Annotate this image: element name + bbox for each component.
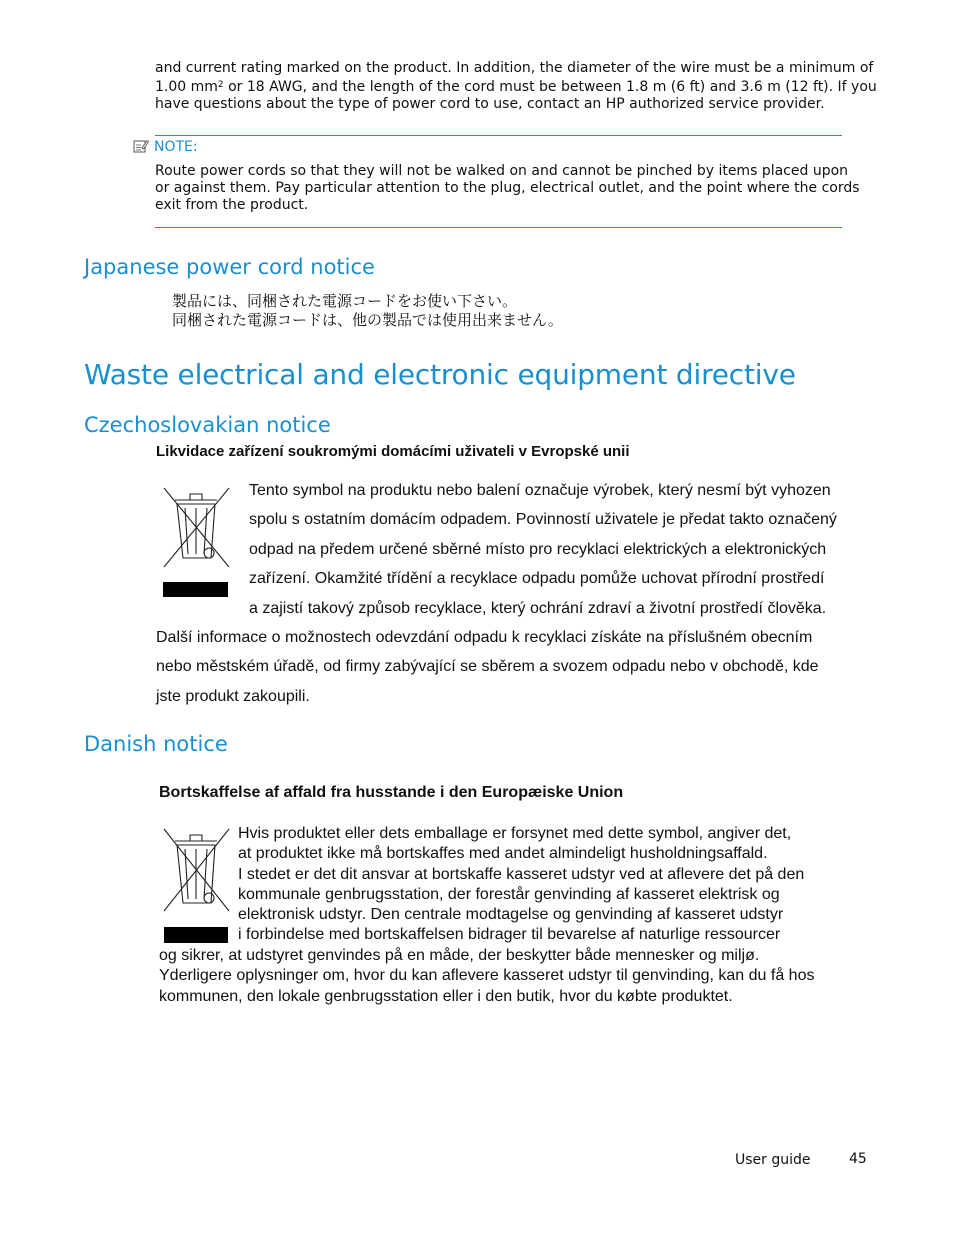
czech-line: odpad na předem určené sběrné místo pro recyklaci elektrických a elektronických	[249, 540, 827, 558]
czech-subheading: Likvidace zařízení soukromými domácími uživateli v Evropské unii	[156, 443, 630, 460]
danish-heading: Danish notice	[84, 732, 228, 756]
intro-text: 1.00 mm	[155, 79, 218, 95]
japanese-notice-text	[172, 292, 563, 330]
japanese-heading: Japanese power cord notice	[84, 255, 375, 279]
czech-line: Další informace o možnostech odevzdání odpadu k recyklaci získáte na příslušném obecním	[156, 629, 813, 646]
danish-line: I stedet er det dit ansvar at bortskaffe kasseret udstyr ved at aflevere det på den	[238, 865, 805, 883]
danish-paragraph-indented	[238, 824, 888, 946]
czech-line: a zajistí takový způsob recyklace, který ochrání zdraví a životní prostředí člověka.	[249, 599, 827, 617]
danish-line: i forbindelse med bortskaffelsen bidrager til bevarelse af naturlige ressourcer	[238, 926, 781, 944]
czech-bin-icon	[161, 484, 231, 603]
note-bottom-rule	[155, 227, 842, 228]
footer-label: User guide	[735, 1152, 811, 1168]
note-label: NOTE:	[154, 139, 198, 155]
japanese-line: 同梱された電源コードは、他の製品では使用出来ません。	[172, 311, 563, 329]
note-line: exit from the product.	[155, 197, 309, 213]
superscript: 2	[217, 80, 224, 90]
czech-paragraph-indented	[249, 476, 889, 623]
intro-line: and current rating marked on the product. In addition, the diameter of the wire must be a minimum of	[155, 60, 874, 76]
czech-line: zařízení. Okamžité třídění a recyklace odpadu pomůže uchovat přírodní prostředí	[249, 570, 825, 588]
note-line: or against them. Pay particular attention to the plug, electrical outlet, and the point where the cords	[155, 180, 860, 196]
danish-paragraph-full	[159, 946, 899, 1007]
danish-subheading: Bortskaffelse af affald fra husstande i den Europæiske Union	[159, 784, 624, 801]
czech-line: Tento symbol na produktu nebo balení označuje výrobek, který nesmí být vyhozen	[249, 482, 831, 499]
page-number: 45	[849, 1151, 867, 1167]
weee-heading: Waste electrical and electronic equipment directive	[84, 358, 796, 391]
czech-line: spolu s ostatním domácím odpadem. Povinností uživatele je předat takto označený	[249, 511, 837, 529]
note-line: Route power cords so that they will not be walked on and cannot be pinched by items placed upon	[155, 163, 849, 179]
danish-bin-icon	[161, 825, 231, 951]
intro-line	[155, 77, 877, 96]
danish-line: Hvis produktet eller dets emballage er forsynet med dette symbol, angiver det,	[238, 825, 792, 842]
note-top-rule	[155, 135, 842, 136]
czech-line: nebo městském úřadě, od firmy zabývající se sběrem a svozem odpadu nebo v obchodě, kde	[156, 658, 819, 676]
japanese-line: 製品には、同梱された電源コードをお使い下さい。	[172, 292, 518, 310]
note-body	[155, 163, 860, 214]
note-pencil-icon	[133, 139, 149, 158]
danish-line: kommunen, den lokale genbrugsstation eller i den butik, hvor du købte produktet.	[159, 987, 733, 1005]
danish-line: og sikrer, at udstyret genvindes på en måde, der beskytter både mennesker og miljø.	[159, 947, 760, 964]
danish-line: Yderligere oplysninger om, hvor du kan aflevere kasseret udstyr til genvinding, kan du få hos	[159, 967, 815, 985]
danish-line: elektronisk udstyr. Den centrale modtagelse og genvinding af kasseret udstyr	[238, 906, 784, 924]
czech-line: jste produkt zakoupili.	[156, 687, 310, 705]
danish-line: at produktet ikke må bortskaffes med andet almindeligt husholdningsaffald.	[238, 845, 768, 863]
intro-text: or 18 AWG, and the length of the cord must be between 1.8 m (6 ft) and 3.6 m (12 ft). If you	[223, 79, 877, 95]
intro-line: have questions about the type of power cord to use, contact an HP authorized service provider.	[155, 96, 825, 112]
intro-paragraph	[155, 60, 877, 113]
danish-line: kommunale genbrugsstation, der forestår genvinding af kasseret elektrisk og	[238, 885, 780, 903]
czech-heading: Czechoslovakian notice	[84, 413, 331, 437]
czech-paragraph-full	[156, 623, 896, 711]
